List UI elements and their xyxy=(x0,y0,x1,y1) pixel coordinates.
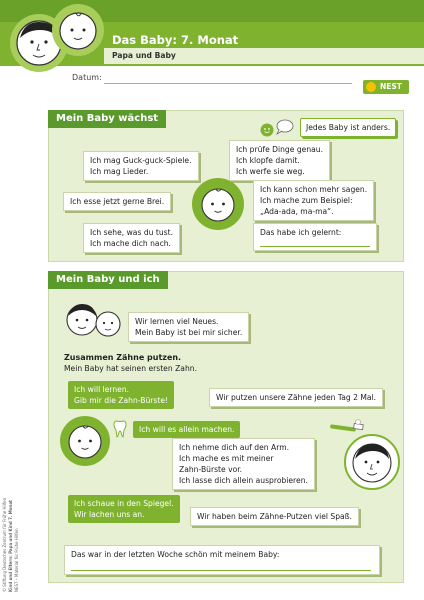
speech-icon xyxy=(259,118,295,138)
bubble-games-line1: Ich mag Guck-guck-Spiele. xyxy=(90,156,192,165)
bubble-learned-line[interactable] xyxy=(260,246,370,247)
bubble-demonstrate-line1: Ich nehme dich auf den Arm. xyxy=(179,443,290,452)
tag-every-baby-different: Jedes Baby ist anders. xyxy=(300,118,396,137)
side-credits xyxy=(2,432,28,592)
green-bubble-mirror xyxy=(68,495,180,523)
intro-faces-icon xyxy=(64,300,124,340)
section2-title: Mein Baby und ich xyxy=(48,271,168,289)
bubble-explore-line2: Ich klopfe damit. xyxy=(236,156,300,165)
bubble-demonstrate xyxy=(172,438,315,490)
bubble-explore-line3: Ich werfe sie weg. xyxy=(236,167,305,176)
papa-face-section2-icon xyxy=(348,438,396,486)
bubble-closing-label: Das war in der letzten Woche schön mit meinem Baby: xyxy=(71,550,280,559)
bubble-games-line2: Ich mag Lieder. xyxy=(90,167,149,176)
bubble-demonstrate-line4: Ich lasse dich allein ausprobieren. xyxy=(179,476,308,485)
bubble-demonstrate-line3: Zahn-Bürste vor. xyxy=(179,465,243,474)
nest-logo-mark xyxy=(366,82,376,92)
bubble-learned[interactable] xyxy=(253,223,377,251)
bubble-closing-line[interactable] xyxy=(71,570,371,571)
bubble-intro xyxy=(128,312,249,342)
bubble-imitate xyxy=(83,223,180,253)
green-bubble-alone: Ich will es allein machen. xyxy=(133,421,240,438)
nest-logo-text: NEST xyxy=(380,82,402,91)
bubble-speech xyxy=(253,180,374,221)
green-bubble-learn-line1: Ich will lernen. xyxy=(74,385,130,394)
bubble-porridge xyxy=(63,192,171,211)
bubble-speech-line1: Ich kann schon mehr sagen. xyxy=(260,185,368,194)
date-label: Datum: xyxy=(72,73,102,82)
teeth-heading: Zusammen Zähne putzen. xyxy=(64,353,182,362)
green-bubble-mirror-line1: Ich schaue in den Spiegel. xyxy=(74,499,174,508)
date-line[interactable] xyxy=(104,83,352,84)
teeth-subheading: Mein Baby hat seinen ersten Zahn. xyxy=(64,364,197,373)
section1-title: Mein Baby wächst xyxy=(48,110,166,128)
baby-face-icon xyxy=(56,8,100,52)
bubble-fun: Wir haben beim Zähne-Putzen viel Spaß. xyxy=(190,507,359,526)
bubble-imitate-line2: Ich mache dich nach. xyxy=(90,239,171,248)
green-bubble-learn-line2: Gib mir die Zahn-Bürste! xyxy=(74,396,169,405)
tooth-icon xyxy=(112,420,128,438)
bubble-brush-twice: Wir putzen unsere Zähne jeden Tag 2 Mal. xyxy=(209,388,383,407)
bubble-learned-label: Das habe ich gelernt: xyxy=(260,228,342,237)
bubble-intro-line1: Wir lernen viel Neues. xyxy=(135,317,219,326)
section1-baby-face-icon xyxy=(198,184,238,224)
bubble-imitate-line1: Ich sehe, was du tust. xyxy=(90,228,174,237)
bubble-porridge-line1: Ich esse jetzt gerne Brei. xyxy=(70,197,165,206)
bubble-intro-line2: Mein Baby ist bei mir sicher. xyxy=(135,328,243,337)
side-credit-2: Kind und Eltern: Papa und Kind 7. Monat xyxy=(8,500,13,592)
green-bubble-learn xyxy=(68,381,174,409)
toothbrush-icon xyxy=(328,418,366,436)
green-bubble-mirror-line2: Wir lachen uns an. xyxy=(74,510,145,519)
page-subtitle: Papa und Baby xyxy=(112,51,176,60)
section2-baby-face-icon xyxy=(65,421,105,461)
bubble-games-songs xyxy=(83,151,199,181)
bubble-speech-line2: Ich mache zum Beispiel: xyxy=(260,196,353,205)
bubble-speech-line3: „Ada-ada, ma-ma“. xyxy=(260,207,334,216)
page-title: Das Baby: 7. Monat xyxy=(112,33,239,47)
bubble-explore xyxy=(229,140,330,181)
side-credit-1: © Stiftung Deutsches Zentrum für Frühe Hilfen xyxy=(2,497,7,592)
bubble-closing[interactable] xyxy=(64,545,380,575)
bubble-demonstrate-line2: Ich mache es mit meiner xyxy=(179,454,274,463)
bubble-explore-line1: Ich prüfe Dinge genau. xyxy=(236,145,324,154)
side-credit-3: NEST – Material für Frühe Hilfen xyxy=(14,528,19,592)
